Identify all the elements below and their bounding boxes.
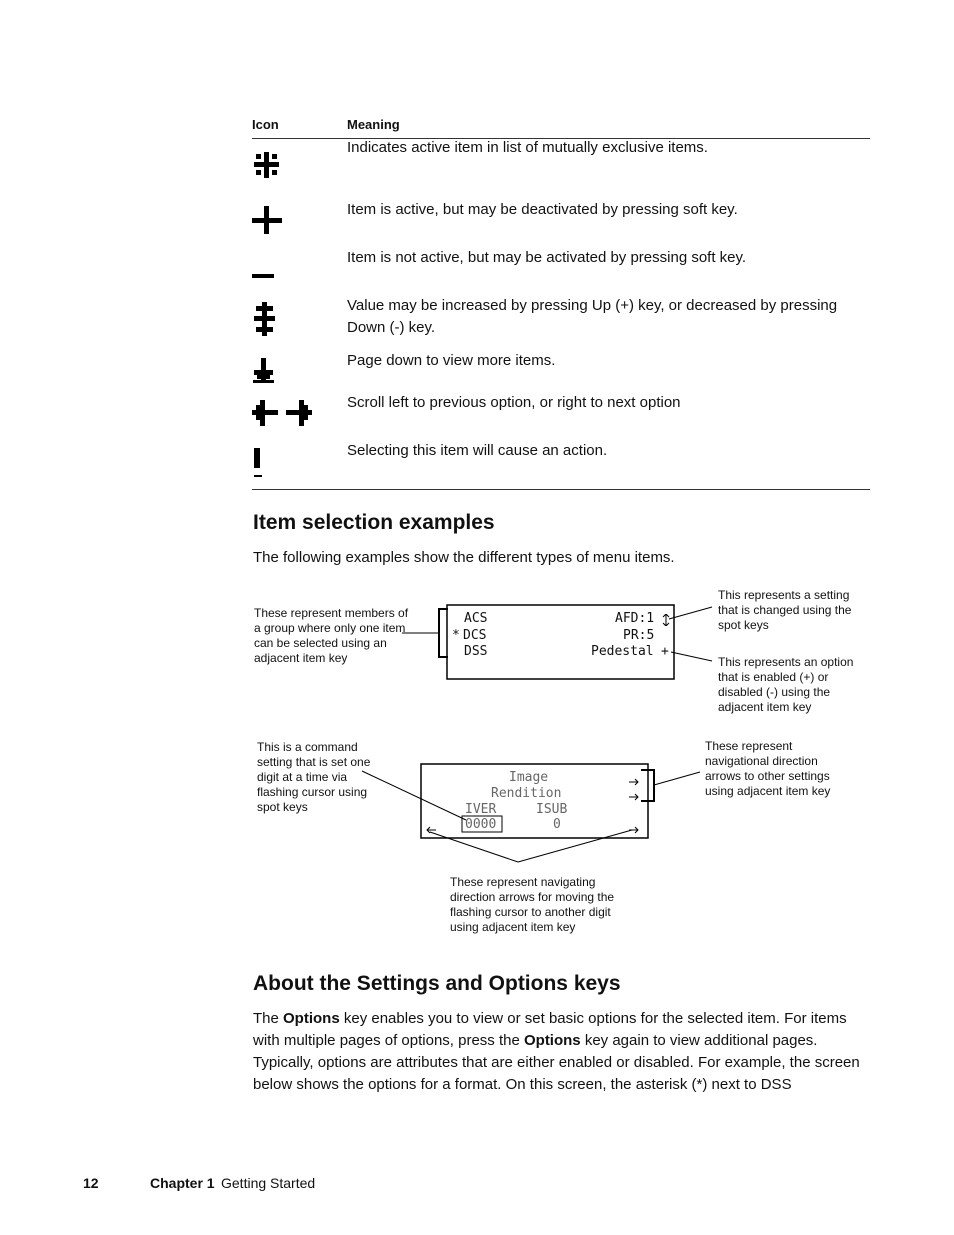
arrow-right-icon xyxy=(629,821,639,839)
lcd1-item-pr: PR:5 xyxy=(623,628,655,643)
meaning-row-7: Selecting this item will cause an action. xyxy=(347,442,608,459)
lcd1-item-acs: ACS xyxy=(464,611,488,626)
lcd2-line-image: Image xyxy=(509,770,549,785)
options-key-term: Options xyxy=(523,1032,581,1049)
callout-cursor-arrows: These represent navigating direction arrows for moving the flashing cursor to another digit using adjacent item key xyxy=(450,875,615,934)
lcd1-item-pedestal: Pedestal xyxy=(591,644,654,659)
lcd1-plus-marker: + xyxy=(661,644,669,659)
meaning-row-2: Item is active, but may be deactivated by pressing soft key. xyxy=(347,201,738,218)
lcd1-item-afd: AFD:1 xyxy=(615,611,655,626)
meaning-row-3: Item is not active, but may be activated by pressing soft key. xyxy=(347,249,747,266)
arrow-right-icon xyxy=(629,788,639,806)
up-down-icon xyxy=(662,613,670,631)
meaning-row-4: Value may be increased by pressing Up (+) key, or decreased by pressing Down (-) key. xyxy=(347,297,838,336)
lcd2-value-iver: 0000 xyxy=(465,817,497,832)
section2-paragraph: The Options key enables you to view or set basic options for the selected item. For items with multiple pages of options, press the Options key again to view additional pages. Typically, options are attributes that are either enabled or disabled. For example, the screen below shows the options for a format. On this screen, the asterisk (*) next to DSS xyxy=(253,1010,860,1093)
page-number: 12 xyxy=(83,1175,99,1191)
chapter-title: Getting Started xyxy=(221,1175,316,1191)
chapter-label: Chapter 1 xyxy=(150,1175,215,1191)
lcd2-label-isub: ISUB xyxy=(536,802,568,817)
section-heading-item-selection: Item selection examples xyxy=(253,511,495,534)
lcd2-value-isub: 0 xyxy=(553,817,561,832)
callout-command-setting: This is a command setting that is set one digit at a time via flashing cursor using spot keys xyxy=(257,740,371,814)
meaning-row-5: Page down to view more items. xyxy=(347,352,556,369)
section-intro: The following examples show the different types of menu items. xyxy=(253,549,675,566)
callout-enable-disable: This represents an option that is enabled (+) or disabled (-) using the adjacent item key xyxy=(718,655,854,714)
table-header-meaning: Meaning xyxy=(347,117,400,132)
table-header-icon: Icon xyxy=(252,117,279,132)
callout-nav-arrows: These represent navigational direction arrows to other settings using adjacent item key xyxy=(705,739,831,798)
callout-spot-keys: This represents a setting that is changed using the spot keys xyxy=(718,588,852,632)
meaning-row-1: Indicates active item in list of mutually exclusive items. xyxy=(347,139,708,156)
arrow-left-icon xyxy=(426,821,436,839)
lcd1-active-marker: * xyxy=(452,628,460,643)
meaning-row-6: Scroll left to previous option, or right to next option xyxy=(347,394,681,411)
lcd2-line-rendition: Rendition xyxy=(491,786,562,801)
options-key-term: Options xyxy=(283,1010,340,1027)
lcd2-label-iver: IVER xyxy=(465,802,497,817)
lcd1-item-dss: DSS xyxy=(464,644,488,659)
callout-group-members: These represent members of a group where only one item can be selected using an adjacent item key xyxy=(254,606,409,665)
section-heading-settings-options: About the Settings and Options keys xyxy=(253,972,621,995)
lcd1-item-dcs: DCS xyxy=(463,628,487,643)
